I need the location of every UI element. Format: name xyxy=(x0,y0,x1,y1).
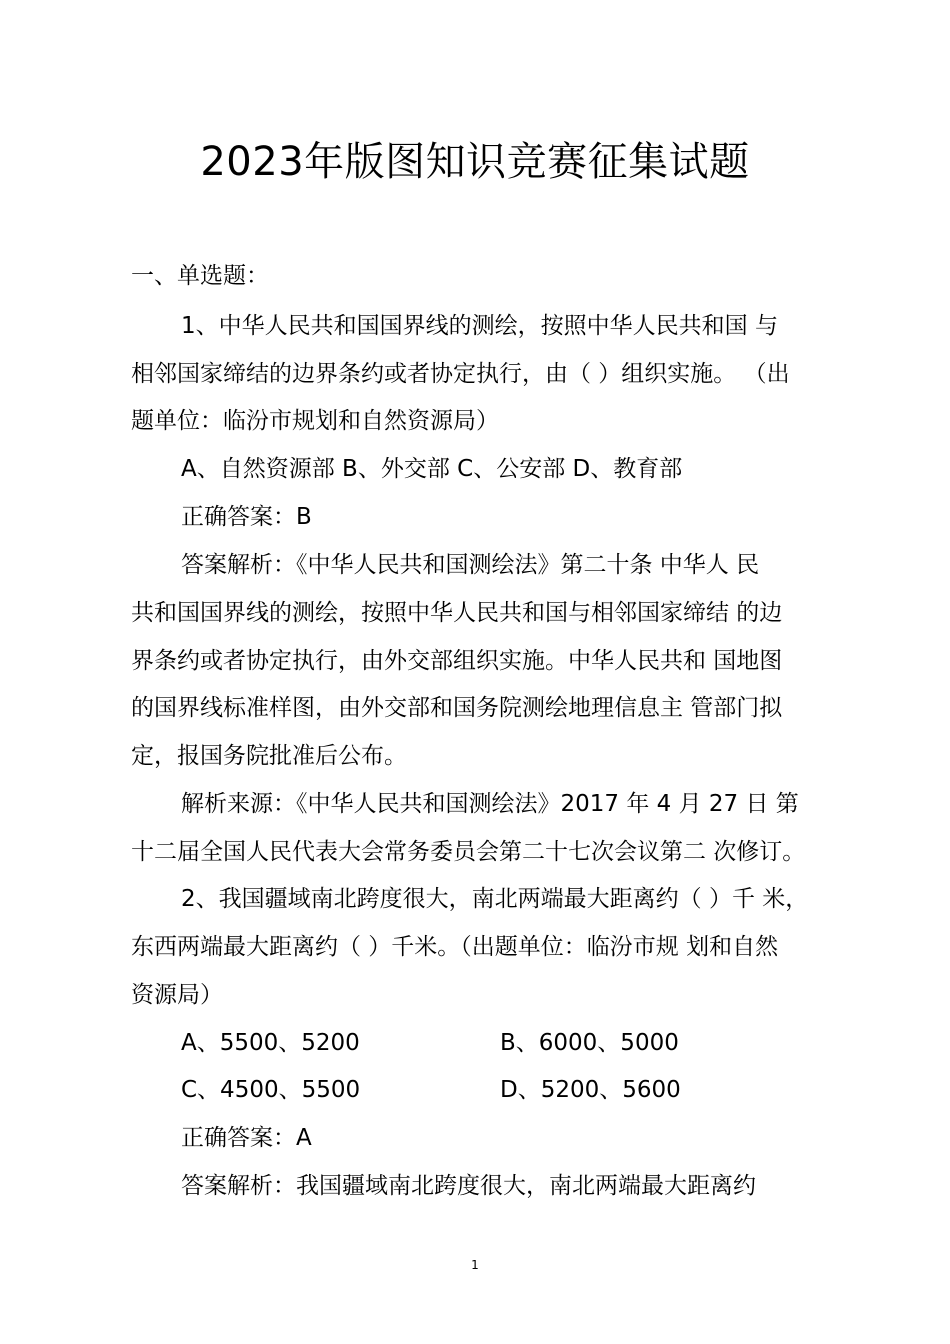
q1-explanation-line-4: 的国界线标准样图，由外交部和国务院测绘地理信息主 管部门拟 xyxy=(131,695,783,721)
q2-text-line-1: 2、我国疆域南北跨度很大，南北两端最大距离约（ ）千 米， xyxy=(181,886,809,912)
q2-option-c: C、4500、5500 xyxy=(181,1077,361,1103)
q2-option-b: B、6000、5000 xyxy=(500,1030,679,1056)
q1-explanation-line-3: 界条约或者协定执行，由外交部组织实施。中华人民共和 国地图 xyxy=(131,648,783,674)
q2-explanation-line-1: 答案解析：我国疆域南北跨度很大，南北两端最大距离约 xyxy=(181,1173,756,1199)
q1-text-line-2: 相邻国家缔结的边界条约或者协定执行，由（ ）组织实施。 （出 xyxy=(131,361,790,387)
q2-option-d: D、5200、5600 xyxy=(500,1077,681,1103)
q1-text-line-1: 1、中华人民共和国国界线的测绘，按照中华人民共和国 与 xyxy=(181,313,778,339)
q1-source-line-2: 十二届全国人民代表大会常务委员会第二十七次会议第二 次修订。 xyxy=(131,839,806,865)
q1-explanation-line-5: 定，报国务院批准后公布。 xyxy=(131,743,407,769)
document-title: 2023年版图知识竞赛征集试题 xyxy=(200,139,750,185)
q2-answer: 正确答案：A xyxy=(181,1125,312,1151)
q1-text-line-3: 题单位：临汾市规划和自然资源局） xyxy=(131,408,499,434)
q1-explanation-line-1: 答案解析：《中华人民共和国测绘法》第二十条 中华人 民 xyxy=(181,552,760,578)
q1-options: A、自然资源部 B、外交部 C、公安部 D、教育部 xyxy=(181,456,683,482)
q1-explanation-line-2: 共和国国界线的测绘，按照中华人民共和国与相邻国家缔结 的边 xyxy=(131,600,783,626)
q2-text-line-3: 资源局） xyxy=(131,982,223,1008)
q2-text-line-2: 东西两端最大距离约（ ）千米。（出题单位：临汾市规 划和自然 xyxy=(131,934,779,960)
section-heading: 一、单选题： xyxy=(131,263,269,289)
q1-source-line-1: 解析来源：《中华人民共和国测绘法》2017 年 4 月 27 日 第 xyxy=(181,791,799,817)
page-number: 1 xyxy=(471,1258,479,1272)
q2-option-a: A、5500、5200 xyxy=(181,1030,360,1056)
q1-answer: 正确答案：B xyxy=(181,504,312,530)
